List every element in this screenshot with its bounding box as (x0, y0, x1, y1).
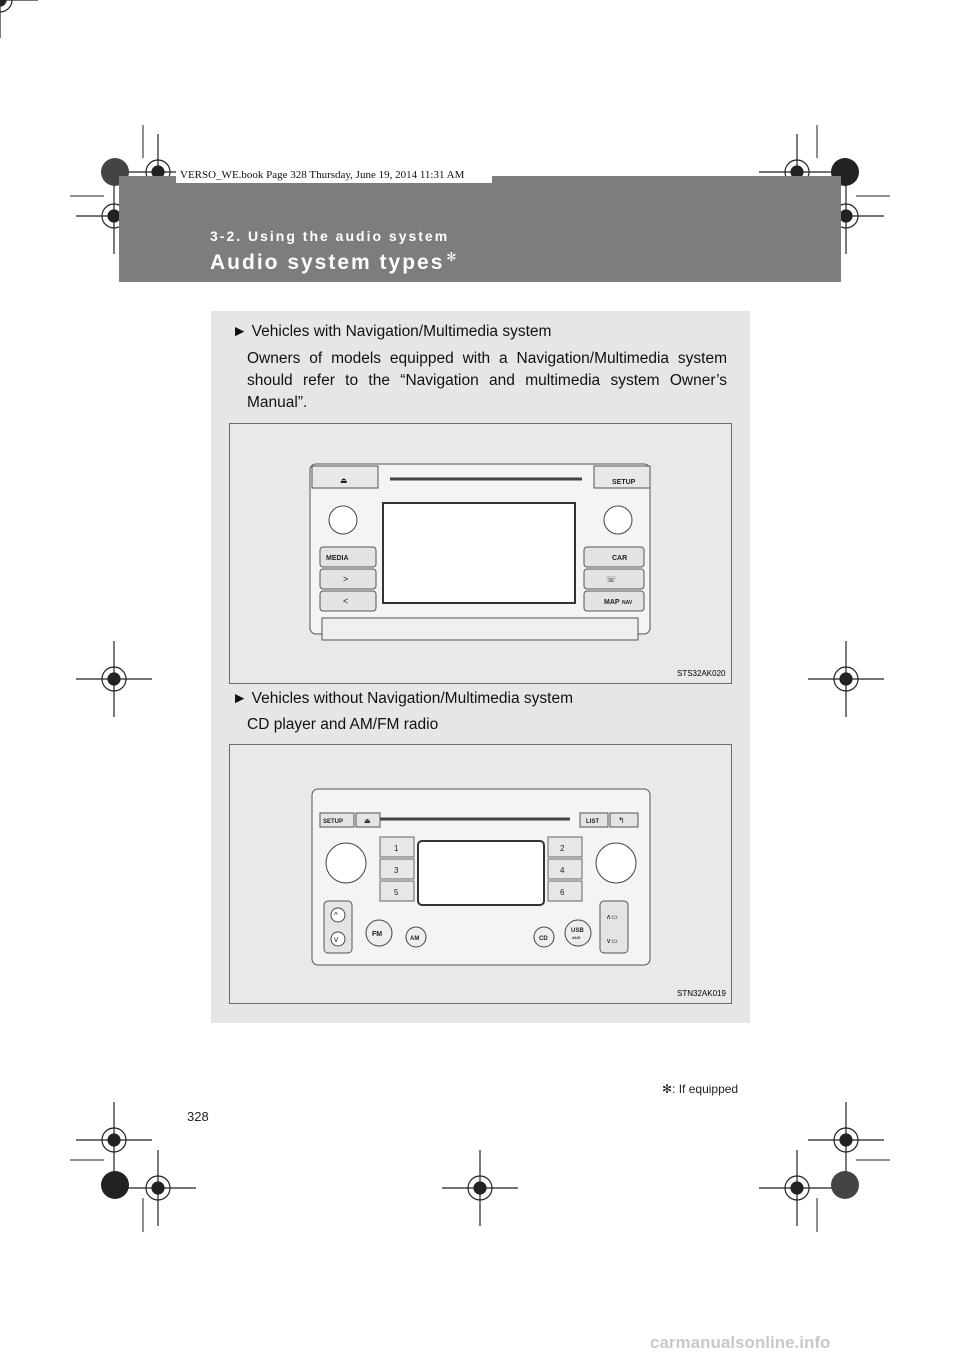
bullet-icon: ► (232, 690, 248, 707)
page-number: 328 (187, 1109, 209, 1124)
preset-5: 5 (394, 888, 399, 897)
equipped-mark: ✻ (446, 250, 459, 264)
usb-button: USB (571, 928, 584, 934)
preset-3: 3 (394, 866, 399, 875)
preset-1: 1 (394, 844, 399, 853)
preset-2: 2 (560, 844, 565, 853)
map-button: MAP (604, 599, 620, 606)
svg-text:⏏: ⏏ (364, 818, 371, 825)
car-button: CAR (612, 555, 628, 562)
svg-text:⏏: ⏏ (340, 476, 348, 485)
svg-text:^: ^ (334, 911, 338, 920)
svg-text:☏: ☏ (606, 575, 617, 584)
item-2-text: CD player and AM/FM radio (247, 716, 439, 733)
preset-6: 6 (560, 888, 565, 897)
svg-text:∨▭: ∨▭ (606, 938, 618, 945)
preset-4: 4 (560, 866, 565, 875)
svg-text:<: < (343, 596, 349, 606)
page-title: Audio system types ✻ (210, 250, 459, 274)
footnote: ✻: If equipped (662, 1082, 739, 1096)
nav-label: NAV (622, 600, 633, 606)
am-button: AM (410, 936, 420, 942)
bullet-icon: ► (232, 323, 248, 340)
watermark: carmanualsonline.info (650, 1333, 831, 1352)
cd-radio-drawing (230, 745, 731, 1003)
book-info: VERSO_WE.book Page 328 Thursday, June 19, 2014 11:31 AM (176, 168, 492, 183)
svg-text:∧▭: ∧▭ (606, 914, 618, 921)
media-button: MEDIA (326, 555, 349, 562)
navigation-unit-drawing (230, 424, 731, 683)
cd-button: CD (539, 936, 548, 942)
setup-button: SETUP (612, 479, 636, 486)
item-1-heading: ► Vehicles with Navigation/Multimedia system (232, 323, 552, 340)
figure-code-1: STS32AK020 (677, 669, 726, 678)
cd-radio-figure (229, 744, 732, 1004)
list-button: LIST (586, 819, 599, 825)
svg-text:v: v (334, 935, 338, 944)
section-label: 3-2. Using the audio system (210, 228, 450, 244)
navigation-unit-figure (229, 423, 732, 684)
item-2-heading: ► Vehicles without Navigation/Multimedia system (232, 690, 573, 707)
svg-text:>: > (343, 574, 349, 584)
aux-label: AUX (572, 935, 581, 940)
fm-button: FM (372, 931, 383, 938)
setup-button: SETUP (323, 819, 344, 825)
svg-text:↰: ↰ (618, 816, 625, 825)
figure-code-2: STN32AK019 (677, 989, 726, 998)
item-1-text: Owners of models equipped with a Navigation/Multimedia system should refer to the “Navigation and multimedia system Owner’s Manual”. (247, 350, 727, 411)
